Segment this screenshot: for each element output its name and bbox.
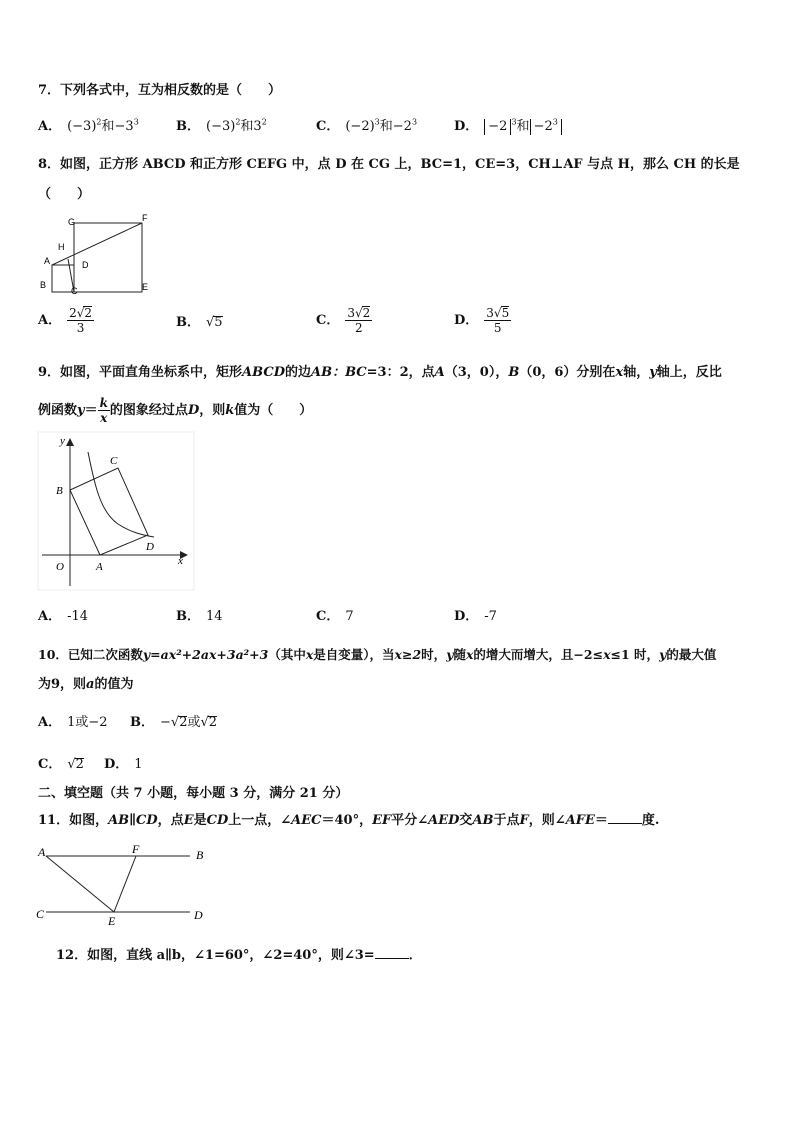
q9-stem-line2: 例函数y＝ $\frac{k}{x}$ 的图象经过点D，则k值为（ ） xyxy=(38,396,313,425)
q8-option-c[interactable]: C． $\frac{3√2}{2}$ xyxy=(316,306,371,335)
q11-figure xyxy=(36,842,208,928)
q8-label-b: B xyxy=(40,280,47,290)
q9-option-c[interactable]: C． 7 xyxy=(316,609,354,624)
q8-option-a[interactable]: A． $\frac{2√2}{3}$ xyxy=(38,306,93,335)
q8-stem: 8．如图，正方形 ABCD 和正方形 CEFG 中，点 D 在 CG 上，BC=1，CE=3，CH⊥AF 与点 H，那么 CH 的长是 xyxy=(38,157,740,172)
q8-label-e: E xyxy=(142,282,149,292)
q9-figure xyxy=(38,432,194,592)
q11-answer-blank[interactable] xyxy=(608,811,642,824)
section-fill-in-heading: 二、填空题（共 7 小题，每小题 3 分，满分 21 分） xyxy=(38,786,349,801)
q7-option-c[interactable]: C． $(-2)^3$和$-2^3$ xyxy=(316,117,418,134)
q9-option-d[interactable]: D． -7 xyxy=(454,609,497,624)
q11-stem: 11．如图，AB∥CD，点E是CD上一点，∠AEC＝40°，EF平分∠AED交AB于点F，则∠AFE＝ 度. xyxy=(38,813,660,828)
q8-label-f: F xyxy=(142,213,148,223)
q9-label-a: A xyxy=(96,561,103,573)
q10-stem-line2: 为9，则a的值为 xyxy=(38,677,134,692)
q9-label-y: y xyxy=(60,435,65,447)
q7-option-a[interactable]: A． $(-3)^2$和$-3^3$ xyxy=(38,117,139,134)
q9-label-b: B xyxy=(56,485,63,497)
q10-option-d[interactable]: D． 1 xyxy=(104,757,143,772)
q12-stem: 12．如图，直线 a∥b，∠1=60°，∠2=40°，则∠3= ． xyxy=(56,948,422,963)
q7-stem: 7．下列各式中，互为相反数的是（ ） xyxy=(38,83,282,98)
q10-stem: 10．已知二次函数y=ax²+2ax+3a²+3（其中x是自变量），当x≥2时，y随x的增大而增大，且−2≤x≤1 时，y的最大值 xyxy=(38,647,717,662)
q8-label-d: D xyxy=(82,260,89,270)
q9-stem: 9．如图，平面直角坐标系中，矩形ABCD的边AB：BC=3：2，点A（3，0），B（0，6）分别在x轴，y轴上，反比 xyxy=(38,365,722,380)
q11-label-d: D xyxy=(194,908,203,922)
q11-segment-ef xyxy=(114,856,136,912)
q9-option-b[interactable]: B． 14 xyxy=(176,609,223,624)
q11-label-f: F xyxy=(132,842,140,856)
q9-label-x: x xyxy=(178,555,183,567)
q8-label-a: A xyxy=(44,256,51,266)
q11-label-e: E xyxy=(108,914,116,928)
q8-option-b[interactable]: B． √5 xyxy=(176,315,223,330)
q8-label-c: C xyxy=(71,286,78,296)
q8-label-h: H xyxy=(58,242,65,252)
q8-option-d[interactable]: D． $\frac{3√5}{5}$ xyxy=(454,306,510,335)
q11-label-b: B xyxy=(196,848,204,862)
q7-option-b[interactable]: B． $(-3)^2$和$3^2$ xyxy=(176,117,267,134)
q9-option-a[interactable]: A． -14 xyxy=(38,609,89,624)
q12-answer-blank[interactable] xyxy=(375,946,409,959)
q8-stem-cont: （ ） xyxy=(38,187,91,202)
q11-segment-ae xyxy=(46,856,114,912)
q9-label-d: D xyxy=(146,541,154,553)
q8-figure xyxy=(38,212,158,294)
q9-label-o: O xyxy=(56,561,64,573)
q8-segment-af xyxy=(52,223,142,265)
q7-option-d[interactable]: D． −2 $^3$和 $-2^3$ xyxy=(454,118,562,136)
q10-option-b[interactable]: B． −√2或√2 xyxy=(130,715,218,730)
q9-label-c: C xyxy=(110,455,118,467)
q8-square-cefg xyxy=(74,223,142,292)
q10-option-a[interactable]: A． 1或−2 xyxy=(38,715,108,730)
q11-label-c: C xyxy=(36,907,45,921)
q11-label-a: A xyxy=(38,845,46,859)
q10-option-c[interactable]: C． √2 xyxy=(38,757,84,772)
q8-label-g: G xyxy=(68,217,76,227)
